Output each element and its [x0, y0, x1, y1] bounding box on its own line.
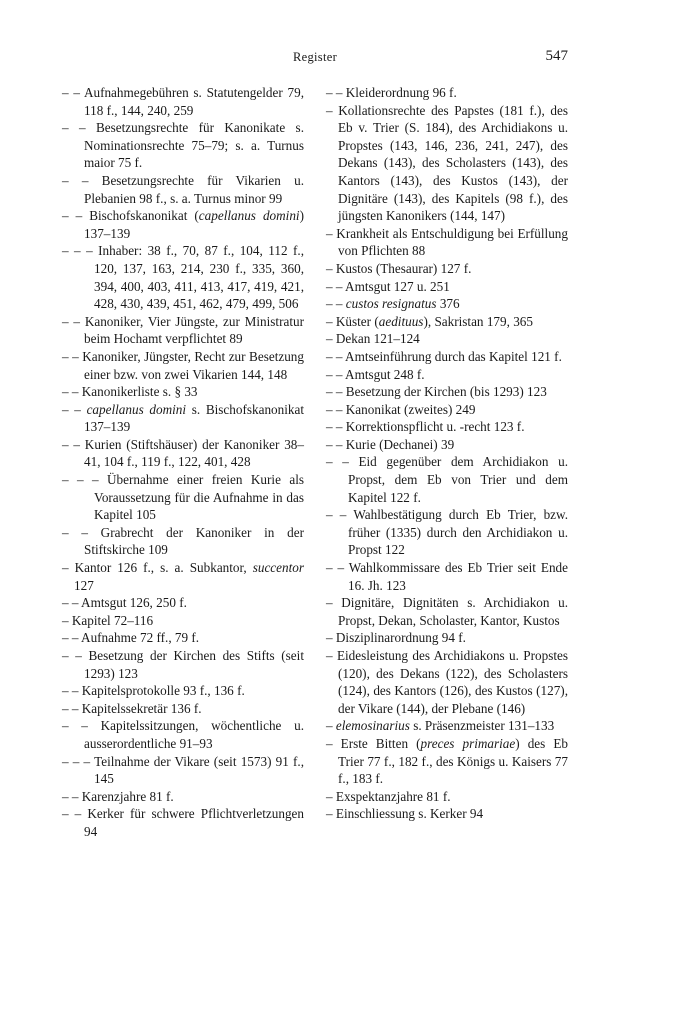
index-entry-text: – – Kapitelsprotokolle 93 f., 136 f.: [62, 683, 245, 699]
index-entry-text: ) des Eb Trier 77 f., 182 f., des Königs u. Kaisers 77 f., 183 f.: [338, 735, 568, 787]
index-entry-text: – –: [62, 401, 87, 417]
index-entry: [326, 260, 568, 278]
index-entry-text: –: [326, 718, 336, 734]
index-entry: [62, 717, 304, 752]
index-entry: [62, 612, 304, 630]
index-entry-text: – – Kurien (Stiftshäuser) der Kanoniker 38–41, 104 f., 119 f., 122, 401, 428: [62, 436, 304, 470]
index-entry: [326, 102, 568, 225]
index-entry-text: – – Korrektionspflicht u. -recht 123 f.: [326, 419, 525, 435]
index-entry-text: – – Aufnahme 72 ff., 79 f.: [62, 630, 200, 646]
index-entry-text: – – Kanonikerliste s. § 33: [62, 384, 198, 400]
index-entry: [326, 225, 568, 260]
index-entry: [62, 172, 304, 207]
index-entry-text: – Exspektanzjahre 81 f.: [326, 788, 451, 804]
index-entry: [326, 401, 568, 419]
index-entry-text: s. Präsenzmeister 131–133: [409, 718, 555, 734]
index-entry-text: – – Kurie (Dechanei) 39: [326, 436, 455, 452]
index-entry-text: – Kustos (Thesaurar) 127 f.: [326, 260, 472, 276]
index-entry-text: – Dignitäre, Dignitäten s. Archidiakon u. Propst, Dekan, Scholaster, Kantor, Kustos: [326, 595, 568, 628]
index-entry-text: – – Aufnahmegebühren s. Statutengelder 79, 118 f., 144, 240, 259: [62, 85, 304, 118]
page-number: 547: [545, 48, 568, 64]
index-entry: [326, 330, 568, 348]
page-header: [62, 48, 568, 68]
index-entry-text: – – – Übernahme einer freien Kurie als Voraussetzung für die Aufnahme in das Kapitel 105: [62, 472, 304, 523]
index-entry: [62, 401, 304, 436]
index-entry-text: – – Besetzungsrechte für Kanonikate s. Nominationsrechte 75–79; s. a. Turnus maior 75 f.: [62, 120, 304, 171]
index-entry: [326, 278, 568, 296]
index-entry-text: – – Grabrecht der Kanoniker in der Stiftskirche 109: [62, 524, 304, 558]
index-entry: [326, 383, 568, 401]
index-entry: [62, 524, 304, 559]
index-entry-text: 127: [74, 577, 94, 593]
index-entry: [62, 436, 304, 471]
index-entry-italic-text: aedituus: [378, 313, 424, 329]
index-entry-text: – – Eid gegenüber dem Archidiakon u. Propst, dem Eb von Trier und dem Kapitel 122 f.: [326, 454, 568, 505]
index-entry: [62, 700, 304, 718]
index-entry-text: – –: [326, 296, 346, 312]
index-entry-text: – – Karenzjahre 81 f.: [62, 788, 174, 804]
index-entry-italic-text: preces primariae: [420, 735, 516, 751]
index-entry: [326, 717, 568, 735]
index-entry-text: – – Kapitelssitzungen, wöchentliche u. ausserordentliche 91–93: [62, 718, 304, 751]
index-entry-text: – – Kanonikat (zweites) 249: [326, 401, 476, 417]
index-entry-text: – – Kerker für schwere Pflichtverletzungen 94: [62, 806, 304, 839]
index-entry: [326, 436, 568, 454]
index-entry-text: – Einschliessung s. Kerker 94: [326, 806, 484, 822]
index-entry: [326, 594, 568, 629]
index-entry: [326, 788, 568, 806]
index-entry: [62, 594, 304, 612]
index-entry: [62, 805, 304, 840]
index-entry: [326, 313, 568, 331]
index-entry: [62, 682, 304, 700]
running-head: Register: [292, 50, 338, 64]
index-entry-text: – – Kleiderordnung 96 f.: [326, 85, 457, 100]
index-entry-text: 376: [436, 296, 460, 312]
index-entry: [326, 647, 568, 717]
index-entry-text: – – Amtsgut 126, 250 f.: [62, 595, 187, 611]
index-entry: [326, 735, 568, 788]
index-entry-text: – Kollationsrechte des Papstes (181 f.), des Eb v. Trier (S. 184), des Archidiakons u. Propstes (143, 146, 236, 241, 247), des Dekans (143), des Scholasters (143), des Kantors (143), des Kustos (143), der Dignitäre (143), des Kapitels (98 f.), des jüngsten Kanonikers (144, 147): [326, 102, 568, 224]
index-entry: [326, 629, 568, 647]
index-entry-text: – Krankheit als Entschuldigung bei Erfüllung von Pflichten 88: [326, 225, 568, 259]
index-entry-italic-text: capellanus domini: [198, 208, 300, 224]
index-entry-text: – Küster (: [326, 313, 379, 329]
index-entry-text: – Dekan 121–124: [326, 331, 420, 347]
index-entry-text: – – – Teilnahme der Vikare (seit 1573) 91 f., 145: [62, 753, 304, 787]
index-entry: [326, 84, 568, 102]
index-entry-text: – – Besetzung der Kirchen (bis 1293) 123: [326, 384, 547, 400]
index-entry-text: – – Amtsgut 248 f.: [326, 366, 425, 382]
index-entry: [62, 383, 304, 401]
index-entry-italic-text: succentor: [252, 560, 304, 576]
index-entry: [326, 418, 568, 436]
index-entry-text: – Kapitel 72–116: [62, 612, 154, 628]
index-entry-text: – – Bischofskanonikat (: [62, 208, 199, 224]
index-entry-text: – – Besetzung der Kirchen des Stifts (seit 1293) 123: [62, 648, 304, 681]
index-entry-text: – Disziplinarordnung 94 f.: [326, 630, 466, 646]
index-entry-text: – – – Inhaber: 38 f., 70, 87 f., 104, 112 f., 120, 137, 163, 214, 230 f., 335, 360, 394, 400, 403, 411, 413, 417, 419, 421, 428, 430, 439, 451, 462, 479, 499, 506: [62, 243, 304, 312]
index-entry-italic-text: capellanus domini: [86, 401, 187, 417]
index-entry-text: s. Bischofskanonikat 137–139: [84, 401, 304, 435]
index-entry-text: ) 137–139: [84, 208, 304, 241]
index-entry: [62, 559, 304, 594]
index-entry: [326, 506, 568, 559]
index-entry: [326, 366, 568, 384]
index-entry: [326, 348, 568, 366]
index-entry-text: – – Kanoniker, Jüngster, Recht zur Besetzung einer bzw. von zwei Vikarien 144, 148: [62, 348, 304, 382]
index-entry-text: – Kantor 126 f., s. a. Subkantor,: [62, 560, 253, 576]
index-entry-text: – – Wahlbestätigung durch Eb Trier, bzw. früher (1335) durch den Archidiakon u. Propst 122: [326, 507, 568, 558]
index-entry: [62, 753, 304, 788]
index-entry: [62, 647, 304, 682]
index-entry: [62, 207, 304, 242]
index-entry-italic-text: elemosinarius: [335, 718, 410, 734]
index-entry-italic-text: custos resignatus: [345, 296, 437, 312]
index-entry: [326, 295, 568, 313]
index-entry-text: – – Wahlkommissare des Eb Trier seit Ende 16. Jh. 123: [326, 560, 568, 593]
index-entry-text: ), Sakristan 179, 365: [423, 313, 533, 329]
index-entry-text: – Erste Bitten (: [326, 735, 421, 751]
index-entry-text: – – Besetzungsrechte für Vikarien u. Plebanien 98 f., s. a. Turnus minor 99: [62, 172, 304, 206]
index-entry-text: – – Amtsgut 127 u. 251: [326, 278, 450, 294]
index-entry-text: – Eidesleistung des Archidiakons u. Propstes (120), des Dekans (122), des Scholasters (124), des Kantors (126), des Kustos (127), der Vikare (144), der Plebane (146): [326, 648, 568, 716]
index-entry: [326, 559, 568, 594]
index-entry-text: – – Amtseinführung durch das Kapitel 121 f.: [326, 348, 562, 364]
index-entry: [62, 471, 304, 524]
index-column-right: [326, 84, 568, 823]
index-entry: [62, 629, 304, 647]
index-entry-text: – – Kanoniker, Vier Jüngste, zur Ministratur beim Hochamt verpflichtet 89: [62, 313, 304, 347]
index-entry: [62, 119, 304, 172]
index-entry: [326, 453, 568, 506]
index-entry: [62, 84, 304, 119]
index-entry-text: – – Kapitelssekretär 136 f.: [62, 700, 202, 716]
index-entry: [326, 805, 568, 823]
index-entry: [62, 348, 304, 383]
index-column-left: [62, 84, 304, 841]
index-entry: [62, 788, 304, 806]
index-entry: [62, 242, 304, 312]
index-entry: [62, 313, 304, 348]
